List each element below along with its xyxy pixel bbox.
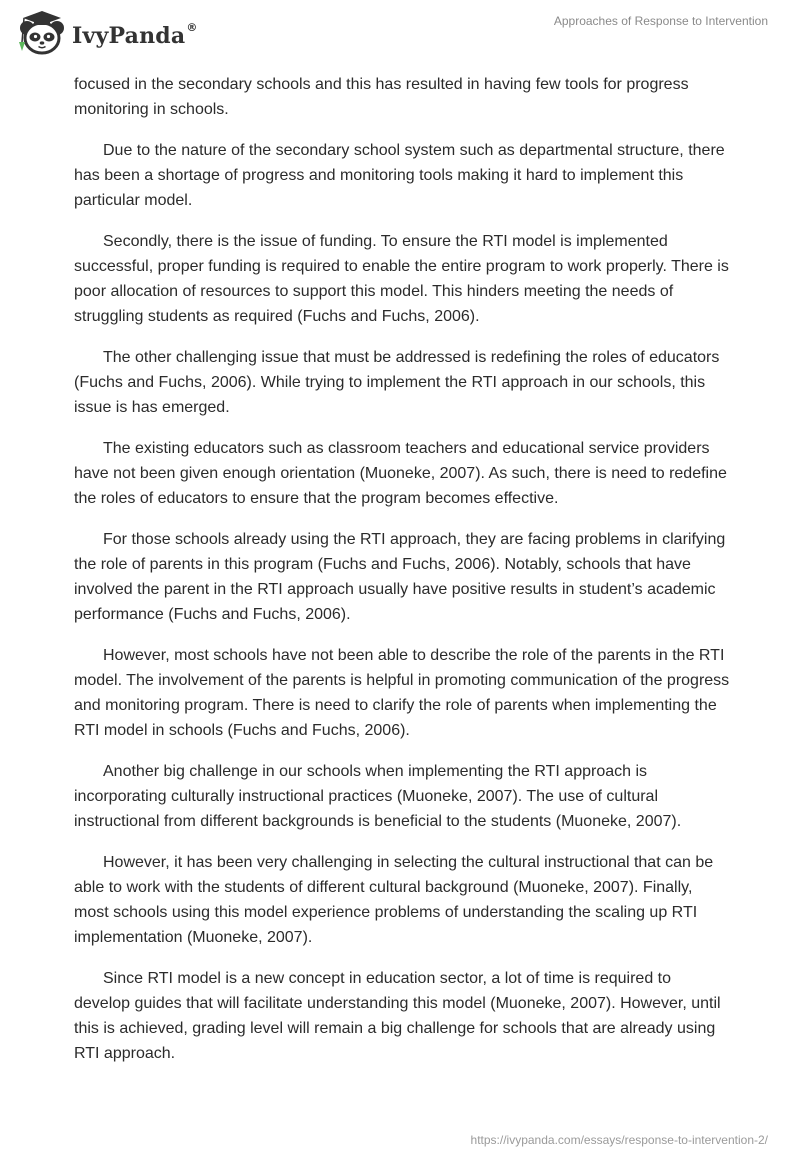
paragraph: However, most schools have not been able to describe the role of the parents in the RTI model. The involvement of the parents is helpful in promoting communication of the progress and monitoring program. There is need to clarify the role of parents when implementing the RTI model in schools (Fuchs and Fuchs, 2006).: [74, 647, 730, 739]
paragraph: Due to the nature of the secondary school system such as departmental structure, there has been a shortage of progress and monitoring tools making it hard to implement this particular model.: [74, 142, 725, 209]
panda-graduate-logo-icon: [14, 8, 70, 58]
document-title: Approaches of Response to Intervention: [553, 14, 768, 28]
paragraph: For those schools already using the RTI approach, they are facing problems in clarifying the role of parents in this program (Fuchs and Fuchs, 2006). Notably, schools that have involved the parent in the RTI approach usually have positive results in student’s academic performance (Fuchs and Fuchs, 2006).: [74, 531, 726, 623]
paragraph: Since RTI model is a new concept in education sector, a lot of time is required to develop guides that will facilitate understanding this model (Muoneke, 2007). However, until this is achieved, grading level will remain a big challenge for schools that are already using RTI approach.: [74, 970, 721, 1062]
essay-body: [74, 72, 730, 1082]
paragraph: However, it has been very challenging in selecting the cultural instructional that can be able to work with the students of different cultural background (Muoneke, 2007). Finally, most schools using this model experience problems of understanding the scaling up RTI implementation (Muoneke, 2007).: [74, 854, 714, 946]
paragraph: Secondly, there is the issue of funding. To ensure the RTI model is implemented successful, proper funding is required to enable the entire program to work properly. There is poor allocation of resources to support this model. This hinders meeting the needs of struggling students as required (Fuchs and Fuchs, 2006).: [74, 233, 729, 325]
paragraph: focused in the secondary schools and this has resulted in having few tools for progress monitoring in schools.: [74, 76, 689, 118]
source-url[interactable]: https://ivypanda.com/essays/response-to-intervention-2/: [470, 1133, 768, 1147]
paragraph: The existing educators such as classroom teachers and educational service providers have not been given enough orientation (Muoneke, 2007). As such, there is need to redefine the roles of educators to ensure that the program becomes effective.: [74, 440, 727, 507]
page-header: [0, 0, 800, 70]
brand-logo[interactable]: [14, 8, 198, 58]
brand-name: IvyPanda®: [72, 21, 198, 49]
paragraph: The other challenging issue that must be addressed is redefining the roles of educators (Fuchs and Fuchs, 2006). While trying to implement the RTI approach in our schools, this issue is has emerged.: [74, 349, 720, 416]
paragraph: Another big challenge in our schools when implementing the RTI approach is incorporating culturally instructional practices (Muoneke, 2007). The use of cultural instructional from different backgrounds is beneficial to the students (Muoneke, 2007).: [74, 763, 682, 830]
